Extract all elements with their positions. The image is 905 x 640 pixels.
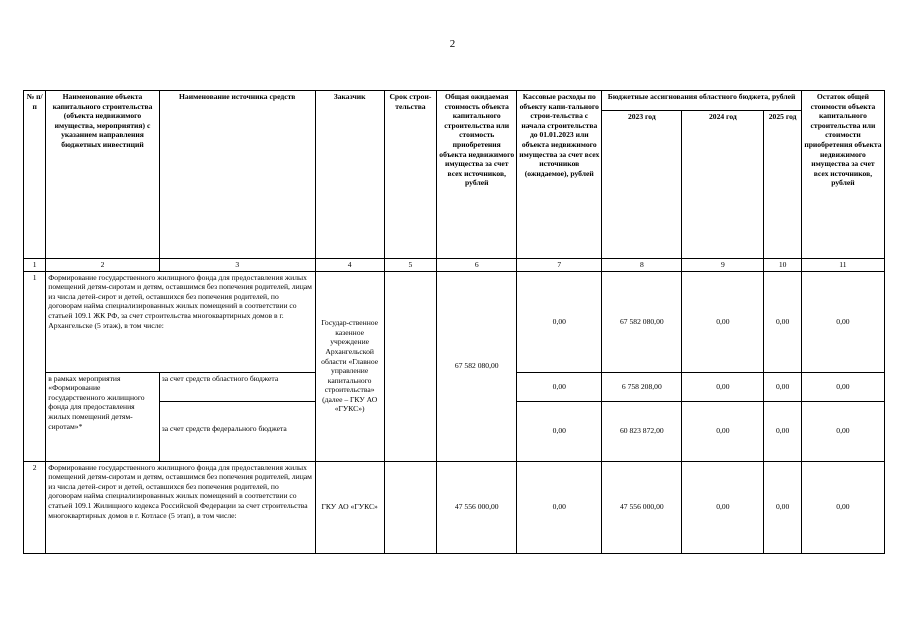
- cash-expenses-cell: 0,00: [517, 271, 602, 372]
- index-cell: 8: [602, 259, 682, 272]
- remaining-cost-cell: 0,00: [801, 372, 884, 401]
- row-num: 2: [24, 461, 46, 553]
- cash-expenses-cell: 0,00: [517, 372, 602, 401]
- year-2024-cell: 0,00: [682, 401, 764, 461]
- cash-expenses-cell: 0,00: [517, 401, 602, 461]
- index-cell: 1: [24, 259, 46, 272]
- header-cash-expenses: Кассовые расходы по объекту капи-тального строи-тельства с начала строительства до 01.01.2023 или объекта недвижимого имущества за счет всех источников (ожидаемое), рублей: [517, 91, 602, 259]
- year-2023-cell: 47 556 000,00: [602, 461, 682, 553]
- total-cost-cell: 47 556 000,00: [437, 461, 517, 553]
- table-row: [24, 461, 885, 553]
- event-name: в рамках мероприятия «Формирование государственного жилищного фонда для предоставления жилых помещений детям-сиротам»*: [46, 372, 159, 461]
- year-2024-cell: 0,00: [682, 372, 764, 401]
- index-cell: 6: [437, 259, 517, 272]
- index-cell: 11: [801, 259, 884, 272]
- object-name: Формирование государственного жилищного фонда для предоставления жилых помещений детям-сиротам и детям, оставшимся без попечения родителей, лицам из числа детей-сирот и детей, оставшихся без попечения родителей, по договорам найма специализированных жилых помещений в соответствии со статьей 109.1 Жилищного кодекса Российской Федерации за счет строительства многоквартирных домов в г. Котласе (5 этап), в том числе:: [46, 461, 315, 553]
- year-2025-cell: 0,00: [764, 461, 802, 553]
- source-cell: за счет средств федерального бюджета: [159, 401, 315, 461]
- customer-cell: ГКУ АО «ГУКС»: [315, 461, 384, 553]
- year-2025-cell: 0,00: [764, 372, 802, 401]
- header-remaining-cost: Остаток общей стоимости объекта капитального строительства или стоимости приобретения объекта недвижимого имущества за счет всех источников, рублей: [801, 91, 884, 259]
- header-year-2024: 2024 год: [682, 111, 764, 259]
- index-cell: 10: [764, 259, 802, 272]
- object-name: Формирование государственного жилищного фонда для предоставления жилых помещений детям-сиротам и детям, оставшимся без попечения родителей, лицам из числа детей-сирот и детей, оставшихся без попечения родителей, по договорам найма специализированных жилых помещений в соответствии со статьей 109.1 ЖК РФ, за счет строительства многоквартирных домов в г. Архангельске (5 этаж), в том числе:: [46, 271, 315, 372]
- index-cell: 9: [682, 259, 764, 272]
- row-num: 1: [24, 271, 46, 461]
- year-2023-cell: 6 758 208,00: [602, 372, 682, 401]
- header-source: Наименование источника средств: [159, 91, 315, 259]
- index-cell: 3: [159, 259, 315, 272]
- year-2025-cell: 0,00: [764, 401, 802, 461]
- header-total-cost: Общая ожидаемая стоимость объекта капитального строительства или стоимость приобретения объекта недвижимого имущества за счет всех источников, рублей: [437, 91, 517, 259]
- year-2024-cell: 0,00: [682, 271, 764, 372]
- year-2024-cell: 0,00: [682, 461, 764, 553]
- remaining-cost-cell: 0,00: [801, 401, 884, 461]
- remaining-cost-cell: 0,00: [801, 461, 884, 553]
- budget-investments-table: [23, 90, 885, 554]
- header-year-2023: 2023 год: [602, 111, 682, 259]
- header-budget-group: Бюджетные ассигнования областного бюджета, рублей: [602, 91, 802, 111]
- remaining-cost-cell: 0,00: [801, 271, 884, 372]
- source-cell: за счет средств областного бюджета: [159, 372, 315, 401]
- index-cell: 4: [315, 259, 384, 272]
- term-cell: [384, 461, 437, 553]
- year-2025-cell: 0,00: [764, 271, 802, 372]
- page-number: 2: [449, 38, 456, 50]
- term-cell: [384, 271, 437, 461]
- cash-expenses-cell: 0,00: [517, 461, 602, 553]
- index-cell: 2: [46, 259, 159, 272]
- customer-cell: Государ-ственное казенное учреждение Архангельской области «Главное управление капитального строительства» (далее – ГКУ АО «ГУКС»): [315, 271, 384, 461]
- year-2023-cell: 60 823 872,00: [602, 401, 682, 461]
- header-customer: Заказчик: [315, 91, 384, 259]
- header-term: Срок строи-тельства: [384, 91, 437, 259]
- total-cost-cell: 67 582 080,00: [437, 271, 517, 461]
- index-cell: 7: [517, 259, 602, 272]
- header-num: № п/п: [24, 91, 46, 259]
- year-2023-cell: 67 582 080,00: [602, 271, 682, 372]
- header-year-2025: 2025 год: [764, 111, 802, 259]
- header-object-name: Наименование объекта капитального строительства (объекта недвижимого имущества, мероприятия) с указанием направления бюджетных инвестиций: [46, 91, 159, 259]
- table-row: [24, 271, 885, 372]
- index-cell: 5: [384, 259, 437, 272]
